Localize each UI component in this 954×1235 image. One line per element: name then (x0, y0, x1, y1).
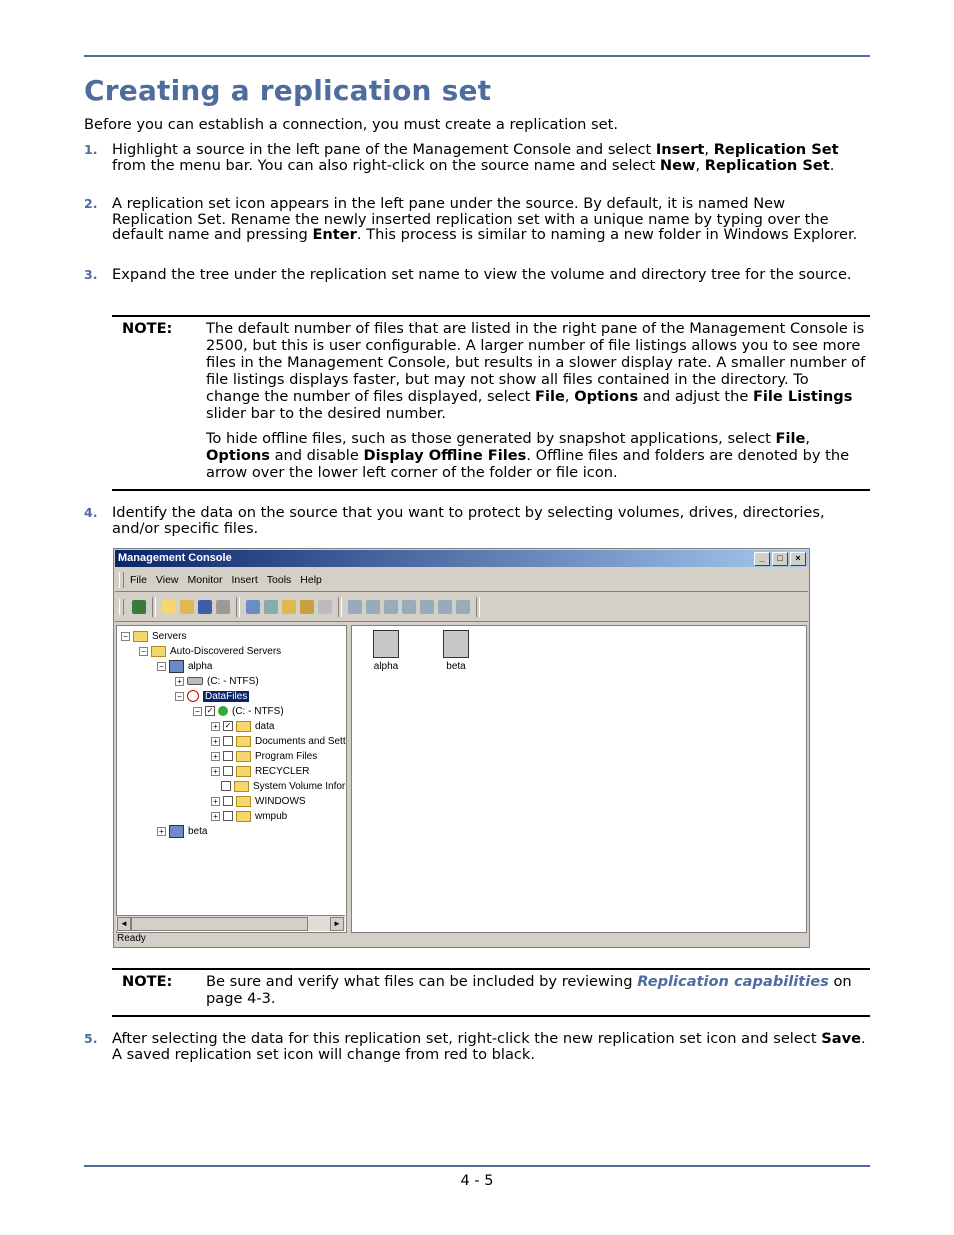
note-label: NOTE: (122, 973, 173, 990)
header-rule (84, 55, 870, 57)
window-title: Management Console (118, 552, 232, 564)
verify-icon[interactable] (438, 600, 452, 614)
note-box (112, 968, 870, 1017)
folder-icon[interactable] (282, 600, 296, 614)
open-icon[interactable] (180, 600, 194, 614)
step-number: 5. (84, 1031, 98, 1046)
step-3 (84, 267, 870, 283)
server-item-alpha[interactable]: alpha (366, 630, 406, 672)
step-5 (84, 1031, 870, 1062)
failover-icon[interactable] (456, 600, 470, 614)
tree-node-folder[interactable]: + ✓ data (211, 719, 274, 733)
management-console-screenshot (113, 548, 810, 948)
step-number: 3. (84, 267, 98, 282)
status-text: Ready (117, 933, 146, 944)
step-number: 4. (84, 505, 98, 520)
scroll-right-icon[interactable]: ► (330, 917, 344, 931)
menu-monitor[interactable]: Monitor (187, 574, 223, 586)
tree-node-folder[interactable]: + Program Files (211, 749, 317, 763)
toolbar (115, 593, 808, 622)
scroll-left-icon[interactable]: ◄ (117, 917, 131, 931)
menu-tools[interactable]: Tools (266, 574, 292, 586)
step-4 (84, 505, 870, 536)
tree-node-folder[interactable]: + WINDOWS (211, 794, 306, 808)
server-item-beta[interactable]: beta (436, 630, 476, 672)
tree-node-servers[interactable]: − Servers (121, 629, 186, 643)
tree-pane (116, 625, 347, 933)
step-1 (84, 142, 870, 173)
tree-node-folder[interactable]: + Documents and Sett (211, 734, 346, 748)
note-label: NOTE: (122, 320, 173, 337)
replication-icon[interactable] (300, 600, 314, 614)
start-icon[interactable] (348, 600, 362, 614)
save-icon[interactable] (198, 600, 212, 614)
tree-node-auto-discovered[interactable]: − Auto-Discovered Servers (139, 644, 281, 658)
step-text: A replication set icon appears in the left pane under the source. By default, it is named New Replication Set. Rename the newly inserted replication set with a unique name by typing over the default name and pressing Enter. This process is similar to naming a new folder in Windows Explorer. (112, 195, 858, 244)
computer-icon (443, 630, 469, 658)
close-icon[interactable]: × (790, 552, 806, 566)
scroll-thumb[interactable] (131, 917, 308, 931)
step-number: 2. (84, 196, 98, 211)
menu-view[interactable]: View (155, 574, 179, 586)
minimize-icon[interactable]: _ (754, 552, 770, 566)
step-text: After selecting the data for this replication set, right-click the new replication set icon and select Save. A saved replication set icon will change from red to black. (112, 1030, 866, 1063)
horizontal-scrollbar[interactable] (116, 915, 345, 931)
note-paragraph: The default number of files that are listed in the right pane of the Management Console is 2500, but this is user configurable. A larger number of file listings allows you to see more files in the Management Console, but results in a slower display rate. A smaller number of file listings displays faster, but may not show all files contained in the directory. To change the number of files displayed, select File, Options and adjust the File Listings slider bar to the desired number. (206, 320, 866, 422)
note-paragraph: To hide offline files, such as those generated by snapshot applications, select File, Options and disable Display Offline Files. Offline files and folders are denoted by the arrow over the lower left corner of the folder or file icon. (206, 430, 850, 481)
status-bar (115, 932, 808, 946)
tree-node-datafiles[interactable]: − DataFiles (175, 689, 249, 703)
tree-node-beta[interactable]: + beta (157, 824, 207, 838)
mirror-icon[interactable] (420, 600, 434, 614)
menu-insert[interactable]: Insert (231, 574, 258, 586)
tree-node-drive[interactable]: + (C: - NTFS) (175, 674, 259, 688)
page-title: Creating a replication set (84, 74, 492, 107)
tree-node-alpha[interactable]: − alpha (157, 659, 212, 673)
window-titlebar (115, 550, 808, 567)
pause-icon[interactable] (384, 600, 398, 614)
step-text: Highlight a source in the left pane of the Management Console and select Insert, Replication Set from the menu bar. You can also right-click on the source name and select New, Replication Set. (112, 141, 839, 174)
step-number: 1. (84, 142, 98, 157)
server-list-pane (351, 625, 807, 933)
menu-help[interactable]: Help (300, 574, 322, 586)
note-body: Be sure and verify what files can be included by reviewing Replication capabilities on page 4-3. (206, 973, 852, 1007)
delete-icon[interactable] (216, 600, 230, 614)
new-icon[interactable] (162, 600, 176, 614)
step-2 (84, 196, 870, 243)
stop-icon[interactable] (366, 600, 380, 614)
tree-node-folder[interactable]: + wmpub (211, 809, 287, 823)
properties-icon[interactable] (264, 600, 278, 614)
note-box (112, 315, 870, 491)
computer-icon (373, 630, 399, 658)
connect-icon[interactable] (132, 600, 146, 614)
step-text: Expand the tree under the replication set name to view the volume and directory tree for the source. (112, 266, 852, 283)
footer-rule (84, 1165, 870, 1167)
network-icon[interactable] (402, 600, 416, 614)
tree-node-volume[interactable]: − ✓ (C: - NTFS) (193, 704, 284, 718)
menu-file[interactable]: File (130, 574, 147, 586)
note-body (206, 317, 870, 481)
tree-node-folder[interactable]: + RECYCLER (211, 764, 309, 778)
step-text: Identify the data on the source that you want to protect by selecting volumes, drives, directories, and/or specific files. (112, 504, 825, 537)
menu-bar (115, 569, 808, 592)
tree-node-folder[interactable]: System Volume Infor (221, 779, 345, 793)
maximize-icon[interactable]: □ (772, 552, 788, 566)
page-number: 4 - 5 (460, 1173, 494, 1189)
replication-capabilities-link[interactable]: Replication capabilities (637, 973, 829, 990)
server-icon[interactable] (246, 600, 260, 614)
info-icon[interactable] (318, 600, 332, 614)
intro-paragraph: Before you can establish a connection, you must create a replication set. (84, 116, 619, 133)
